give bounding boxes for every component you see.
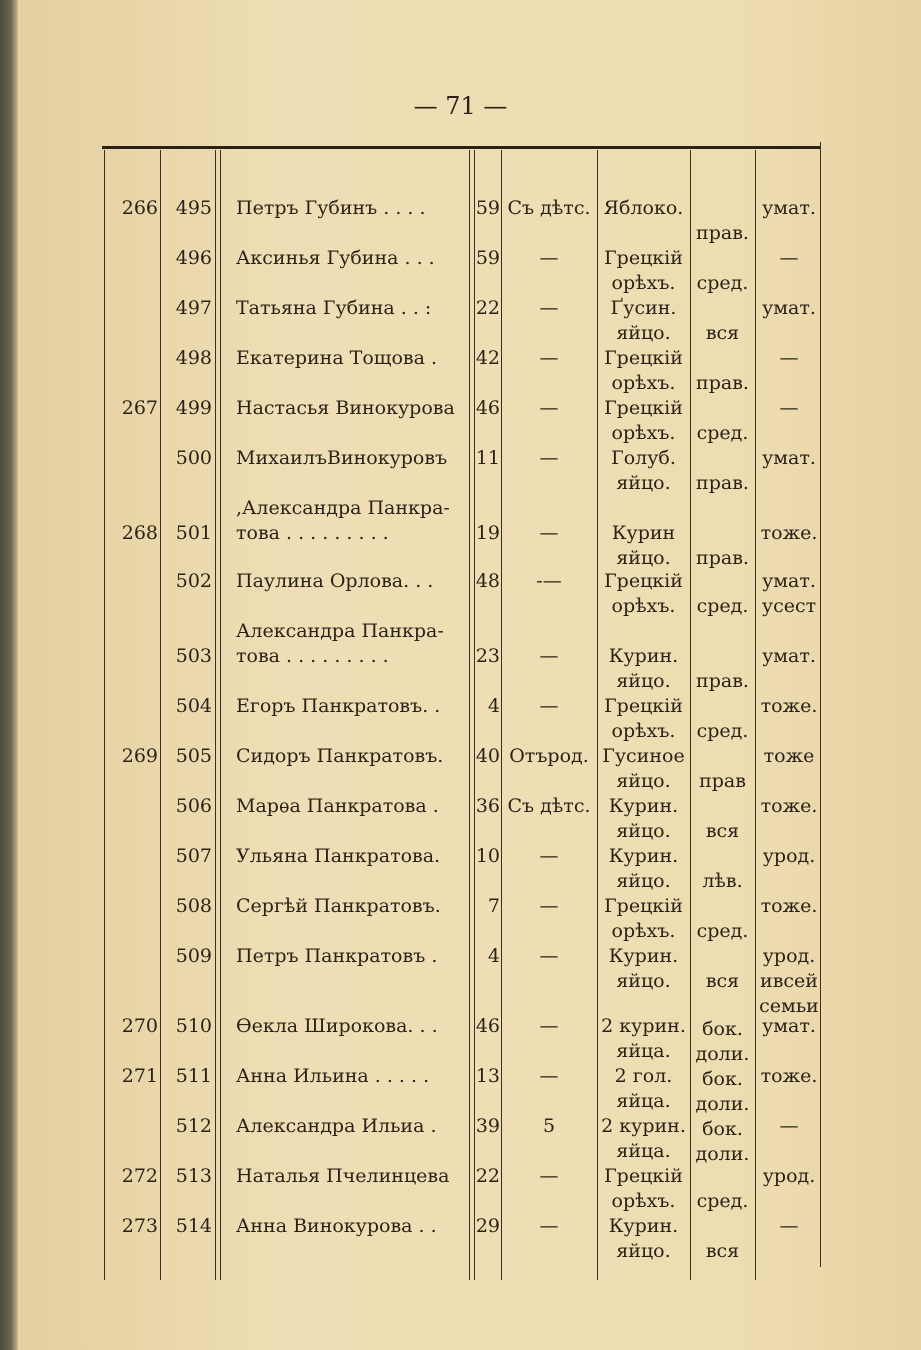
entry-number: 502 <box>175 570 212 592</box>
since-value: — <box>539 1015 559 1037</box>
goiter-size: 2 гол. <box>614 1065 673 1087</box>
goiter-side: сред. <box>696 720 749 742</box>
entry-number: 512 <box>175 1115 212 1137</box>
entry-number: 506 <box>175 795 212 817</box>
age-value: 22 <box>475 1165 500 1187</box>
age-value: 42 <box>475 347 500 369</box>
goiter-size: яйцо. <box>616 472 671 494</box>
age-value: 4 <box>487 945 500 967</box>
goiter-size: орѣхъ. <box>611 920 676 942</box>
remark: тоже. <box>760 695 818 717</box>
remark: тоже. <box>760 522 818 544</box>
person-name: Ѳекла Широкова. . . <box>236 1015 438 1037</box>
person-name: Егоръ Панкратовъ. . <box>236 695 441 717</box>
goiter-side: вся <box>705 970 740 992</box>
remark: тоже. <box>760 795 818 817</box>
remark: ивсей <box>760 970 818 992</box>
person-name: Ульяна Панкратова. <box>236 845 441 867</box>
goiter-size: орѣхъ. <box>611 720 676 742</box>
goiter-size: Грецкій <box>604 895 683 917</box>
goiter-side: сред. <box>696 595 749 617</box>
goiter-side: бок. доли. <box>695 1018 750 1065</box>
since-value: — <box>539 522 559 544</box>
goiter-side: прав. <box>696 547 749 569</box>
goiter-size: Курин. <box>608 1215 679 1237</box>
goiter-side: сред. <box>696 272 749 294</box>
goiter-side: прав. <box>696 222 749 244</box>
goiter-size: яйцо. <box>616 820 671 842</box>
goiter-side: сред. <box>696 920 749 942</box>
goiter-side: вся <box>705 820 740 842</box>
family-number: 272 <box>121 1165 158 1187</box>
goiter-side: сред. <box>696 422 749 444</box>
goiter-size: Курин. <box>608 795 679 817</box>
age-value: 46 <box>475 1015 500 1037</box>
goiter-size: яйцо. <box>616 1240 671 1262</box>
since-value: — <box>539 1065 559 1087</box>
age-value: 7 <box>487 895 500 917</box>
remark: — <box>779 397 799 419</box>
goiter-size: яйца. <box>616 1040 671 1062</box>
since-value: — <box>539 247 559 269</box>
person-name: Паулина Орлова. . . <box>236 570 434 592</box>
family-number: 266 <box>121 197 158 219</box>
goiter-size: Грецкій <box>604 1165 683 1187</box>
entry-number: 509 <box>175 945 212 967</box>
person-name: ,Александра Панкра- <box>236 497 450 519</box>
since-value: Съ дѣтс. <box>507 795 591 817</box>
goiter-size: Грецкій <box>604 397 683 419</box>
family-number: 271 <box>121 1065 158 1087</box>
person-name: Сидоръ Панкратовъ. <box>236 745 444 767</box>
goiter-size: Курин. <box>608 845 679 867</box>
age-value: 59 <box>475 247 500 269</box>
goiter-size: Грецкій <box>604 695 683 717</box>
remark: усест <box>761 595 817 617</box>
age-value: 46 <box>475 397 500 419</box>
remark: умат. <box>762 447 816 469</box>
remark: умат. <box>762 197 816 219</box>
remark: тоже. <box>760 1065 818 1087</box>
family-number: 267 <box>121 397 158 419</box>
goiter-size: яйцо. <box>616 322 671 344</box>
goiter-size: яйцо. <box>616 770 671 792</box>
person-name: Александра Ильиа . <box>236 1115 437 1137</box>
entry-number: 514 <box>175 1215 212 1237</box>
since-value: — <box>539 347 559 369</box>
person-name: това . . . . . . . . . <box>236 645 389 667</box>
entry-number: 508 <box>175 895 212 917</box>
goiter-size: орѣхъ. <box>611 595 676 617</box>
remark: — <box>779 1215 799 1237</box>
age-value: 36 <box>475 795 500 817</box>
goiter-side: бок. доли. <box>695 1118 750 1165</box>
person-name: Натaлья Пчелинцева <box>236 1165 450 1187</box>
remark: урод. <box>762 945 816 967</box>
age-value: 4 <box>487 695 500 717</box>
since-value: — <box>539 397 559 419</box>
person-name: Марѳа Панкратова . <box>236 795 439 817</box>
goiter-side: прав. <box>696 472 749 494</box>
person-name: Анна Винокурова . . <box>236 1215 437 1237</box>
entry-number: 504 <box>175 695 212 717</box>
goiter-side: бок. доли. <box>695 1068 750 1115</box>
goiter-size: Ґусин. <box>610 297 677 319</box>
entry-number: 499 <box>175 397 212 419</box>
goiter-side: лѣв. <box>702 870 743 892</box>
remark: умат. <box>762 645 816 667</box>
since-value: — <box>539 1165 559 1187</box>
remark: тоже. <box>760 895 818 917</box>
remark: тоже <box>763 745 815 767</box>
age-value: 59 <box>475 197 500 219</box>
since-value: — <box>539 447 559 469</box>
family-number: 269 <box>121 745 158 767</box>
table-row <box>0 1214 921 1314</box>
person-name: Петръ Панкратовъ . <box>236 945 438 967</box>
goiter-size: яйцо. <box>616 870 671 892</box>
goiter-size: яйца. <box>616 1140 671 1162</box>
person-name: Аксинья Губина . . . <box>236 247 435 269</box>
goiter-size: Грецкій <box>604 347 683 369</box>
family-number: 268 <box>121 522 158 544</box>
goiter-size: Грецкій <box>604 247 683 269</box>
since-value: — <box>539 895 559 917</box>
page-number: — 71 — <box>413 92 508 120</box>
age-value: 29 <box>475 1215 500 1237</box>
entry-number: 513 <box>175 1165 212 1187</box>
goiter-size: Голуб. <box>611 447 676 469</box>
goiter-size: яйцо. <box>616 970 671 992</box>
goiter-size: 2 курин. <box>601 1115 686 1137</box>
age-value: 39 <box>475 1115 500 1137</box>
entry-number: 507 <box>175 845 212 867</box>
remark: умат. <box>762 297 816 319</box>
since-value: — <box>539 945 559 967</box>
age-value: 48 <box>475 570 500 592</box>
remark: — <box>779 347 799 369</box>
goiter-size: орѣхъ. <box>611 372 676 394</box>
entry-number: 500 <box>175 447 212 469</box>
age-value: 40 <box>475 745 500 767</box>
goiter-side: прав. <box>696 670 749 692</box>
age-value: 10 <box>475 845 500 867</box>
entry-number: 505 <box>175 745 212 767</box>
since-value: — <box>539 645 559 667</box>
goiter-side: прав <box>699 770 746 792</box>
table-top-rule <box>102 146 820 149</box>
goiter-side: вся <box>705 1240 740 1262</box>
age-value: 19 <box>475 522 500 544</box>
person-name: МихаилъВинокуровъ <box>236 447 448 469</box>
remark: — <box>779 1115 799 1137</box>
goiter-size: орѣхъ. <box>611 272 676 294</box>
remark: семьи <box>759 995 819 1017</box>
since-value: 5 <box>542 1115 556 1137</box>
person-name: Настасья Винокурова <box>236 397 455 419</box>
entry-number: 511 <box>175 1065 212 1087</box>
goiter-size: яйцо. <box>616 547 671 569</box>
goiter-size: яйца. <box>616 1090 671 1112</box>
entry-number: 501 <box>175 522 212 544</box>
age-value: 23 <box>475 645 500 667</box>
goiter-size: Курин <box>611 522 676 544</box>
person-name: това . . . . . . . . . <box>236 522 389 544</box>
since-value: -— <box>536 570 562 592</box>
entry-number: 503 <box>175 645 212 667</box>
person-name: Сергѣй Панкратовъ. <box>236 895 441 917</box>
goiter-side: сред. <box>696 1190 749 1212</box>
goiter-size: орѣхъ. <box>611 1190 676 1212</box>
goiter-size: яйцо. <box>616 670 671 692</box>
since-value: — <box>539 845 559 867</box>
age-value: 22 <box>475 297 500 319</box>
person-name: Екатерина Тощова . <box>236 347 438 369</box>
goiter-side: прав. <box>696 372 749 394</box>
entry-number: 497 <box>175 297 212 319</box>
person-name: Татьяна Губина . . : <box>236 297 432 319</box>
goiter-size: Курин. <box>608 945 679 967</box>
family-number: 273 <box>121 1215 158 1237</box>
since-value: — <box>539 695 559 717</box>
since-value: — <box>539 297 559 319</box>
goiter-size: орѣхъ. <box>611 422 676 444</box>
remark: умат. <box>762 1015 816 1037</box>
remark: умат. <box>762 570 816 592</box>
age-value: 13 <box>475 1065 500 1087</box>
goiter-size: 2 курин. <box>601 1015 686 1037</box>
remark: — <box>779 247 799 269</box>
entry-number: 495 <box>175 197 212 219</box>
remark: урод. <box>762 1165 816 1187</box>
person-name: Александра Панкра- <box>236 620 444 642</box>
family-number: 270 <box>121 1015 158 1037</box>
entry-number: 510 <box>175 1015 212 1037</box>
goiter-size: Грецкій <box>604 570 683 592</box>
since-value: — <box>539 1215 559 1237</box>
entry-number: 496 <box>175 247 212 269</box>
age-value: 11 <box>475 447 500 469</box>
since-value: Отърод. <box>509 745 589 767</box>
goiter-size: Гусиное <box>602 745 685 767</box>
person-name: Петръ Губинъ . . . . <box>236 197 426 219</box>
goiter-size: Курин. <box>608 645 679 667</box>
goiter-side: вся <box>705 322 740 344</box>
person-name: Анна Ильина . . . . . <box>236 1065 430 1087</box>
remark: урод. <box>762 845 816 867</box>
entry-number: 498 <box>175 347 212 369</box>
goiter-size: Яблоко. <box>603 197 684 219</box>
since-value: Съ дѣтс. <box>507 197 591 219</box>
